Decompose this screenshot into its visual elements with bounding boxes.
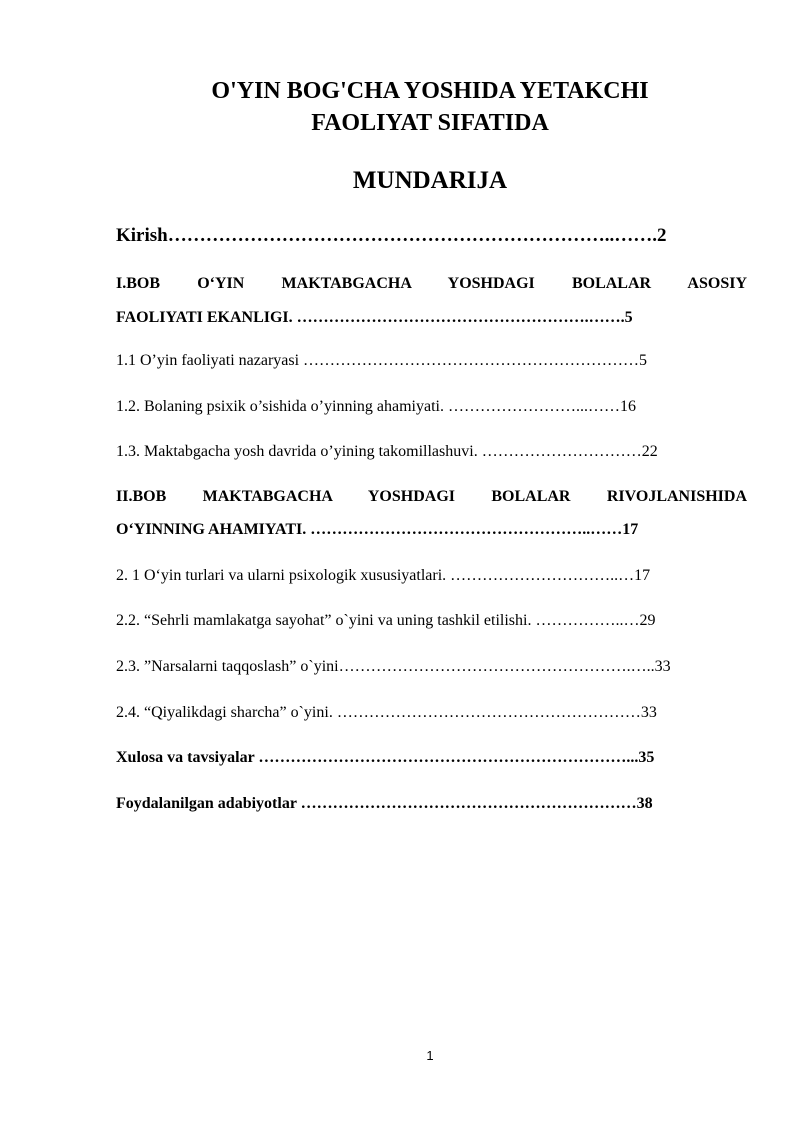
toc-entry-1-1: 1.1 O’yin faoliyati nazaryasi ………………………………………………………5 bbox=[116, 352, 648, 369]
toc-entry-1-3: 1.3. Maktabgacha yosh davrida o’yining takomillashuvi. …………………………22 bbox=[116, 443, 658, 460]
toc-entry-adabiyotlar: Foydalanilgan adabiyotlar ………………………………………………………38 bbox=[116, 795, 653, 812]
toc-chapter-1-line-2: FAOLIYATI EKANLIGI. ……………………………………………….…….5 bbox=[116, 309, 633, 326]
toc-chapter-2-line-1: II.BOB MAKTABGACHA YOSHDAGI BOLALAR RIVOJLANISHIDA bbox=[116, 488, 747, 505]
document-title-line-2: FAOLIYAT SIFATIDA bbox=[311, 110, 549, 136]
document-title-line-1: O'YIN BOG'CHA YOSHIDA YETAKCHI bbox=[211, 78, 649, 104]
toc-entry-2-2: 2.2. “Sehrli mamlakatga sayohat” o`yini va uning tashkil etilishi. ……………..…29 bbox=[116, 612, 656, 629]
toc-entry-kirish: Kirish……………………………………………………………..…….2 bbox=[116, 225, 667, 246]
toc-entry-xulosa: Xulosa va tavsiyalar ……………………………………………………………...35 bbox=[116, 749, 655, 766]
toc-chapter-2-line-2: O‘YINNING AHAMIYATI. ……………………………………………..……17 bbox=[116, 521, 639, 538]
contents-heading: MUNDARIJA bbox=[352, 167, 508, 194]
toc-entry-2-1: 2. 1 O‘yin turlari va ularni psixologik xususiyatlari. …………………………..…17 bbox=[116, 567, 651, 584]
toc-entry-2-4: 2.4. “Qiyalikdagi sharcha” o`yini. …………………………………………………33 bbox=[116, 704, 657, 721]
toc-entry-1-2: 1.2. Bolaning psixik o’sishida o’yinning ahamiyati. ……………………...……16 bbox=[116, 398, 636, 415]
toc-chapter-1-line-1: I.BOB O‘YIN MAKTABGACHA YOSHDAGI BOLALAR ASOSIY bbox=[116, 275, 747, 292]
page-number: 1 bbox=[426, 1048, 434, 1063]
toc-entry-2-3: 2.3. ”Narsalarni taqqoslash” o`yini……………………………………………….…..33 bbox=[116, 658, 671, 675]
